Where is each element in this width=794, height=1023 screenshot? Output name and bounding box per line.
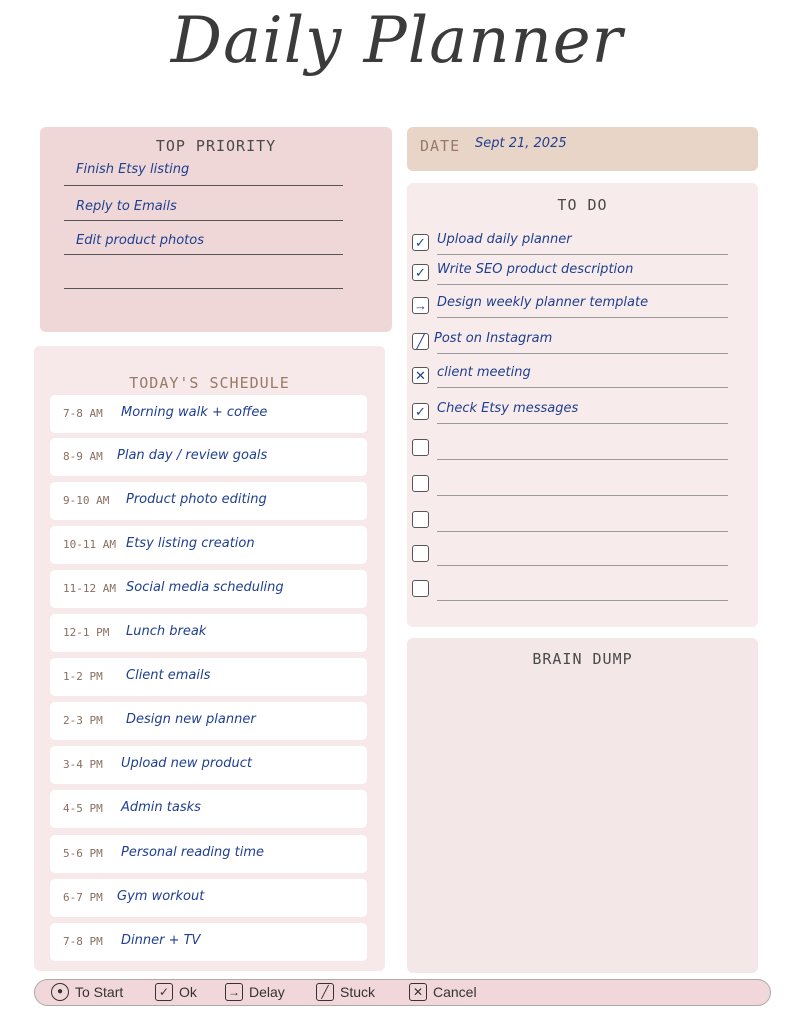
todo-item[interactable] — [412, 541, 732, 571]
slot-time: 7-8 AM — [63, 407, 103, 420]
priority-line — [64, 254, 343, 255]
todo-line — [437, 387, 728, 388]
todo-item[interactable] — [412, 293, 732, 323]
todo-item[interactable] — [412, 363, 732, 393]
todo-item[interactable] — [412, 399, 732, 429]
slot-task: Plan day / review goals — [117, 448, 268, 463]
schedule-slot[interactable] — [50, 482, 367, 520]
x-icon: ✕ — [409, 983, 427, 1001]
schedule-slot[interactable] — [50, 879, 367, 917]
empty-checkbox-icon[interactable] — [412, 580, 429, 597]
todo-text: Upload daily planner — [437, 232, 572, 247]
schedule-slot[interactable] — [50, 923, 367, 961]
slot-task: Upload new product — [121, 756, 252, 771]
schedule-slot[interactable] — [50, 835, 367, 873]
check-icon[interactable]: ✓ — [412, 403, 429, 420]
todo-line — [437, 565, 728, 566]
circle-dot-icon: ● — [51, 983, 69, 1001]
schedule-slot[interactable] — [50, 395, 367, 433]
todo-line — [437, 495, 728, 496]
todo-text: client meeting — [437, 365, 531, 380]
todo-item[interactable] — [412, 507, 732, 537]
slot-time: 8-9 AM — [63, 450, 103, 463]
top-priority-panel — [40, 127, 392, 332]
empty-checkbox-icon[interactable] — [412, 439, 429, 456]
legend-label: Ok — [179, 984, 197, 1000]
slot-time: 6-7 PM — [63, 891, 103, 904]
arrow-right-icon[interactable]: → — [414, 298, 427, 313]
status-legend — [34, 979, 771, 1006]
slot-time: 11-12 AM — [63, 582, 116, 595]
slot-task: Product photo editing — [126, 492, 267, 507]
slot-task: Etsy listing creation — [126, 536, 255, 551]
todo-item[interactable] — [412, 260, 732, 290]
slot-time: 2-3 PM — [63, 714, 103, 727]
page-title: Daily Planner — [170, 4, 624, 78]
todo-line — [437, 254, 728, 255]
slot-time: 3-4 PM — [63, 758, 103, 771]
todo-item[interactable] — [412, 471, 732, 501]
todo-line — [437, 423, 728, 424]
top-priority-heading: TOP PRIORITY — [155, 137, 277, 155]
date-bar — [407, 127, 758, 171]
arrow-right-icon: → — [225, 983, 243, 1001]
empty-checkbox-icon[interactable] — [412, 511, 429, 528]
todo-text: Design weekly planner template — [437, 295, 649, 310]
schedule-slot[interactable] — [50, 570, 367, 608]
todo-line — [437, 459, 728, 460]
empty-checkbox-icon[interactable] — [412, 545, 429, 562]
slot-time: 1-2 PM — [63, 670, 103, 683]
slot-time: 12-1 PM — [63, 626, 110, 639]
x-icon[interactable]: ✕ — [412, 367, 429, 384]
todo-line — [437, 353, 728, 354]
todo-text: Write SEO product description — [437, 262, 634, 277]
slot-task: Personal reading time — [121, 845, 265, 860]
schedule-slot[interactable] — [50, 658, 367, 696]
schedule-slot[interactable] — [50, 438, 367, 476]
slot-time: 5-6 PM — [63, 847, 103, 860]
schedule-panel — [34, 346, 385, 971]
todo-line — [437, 284, 728, 285]
schedule-slot[interactable] — [50, 526, 367, 564]
todo-line — [437, 600, 728, 601]
schedule-slot[interactable] — [50, 790, 367, 828]
slot-time: 7-8 PM — [63, 935, 103, 948]
todo-text: Check Etsy messages — [437, 401, 579, 416]
date-label: DATE — [420, 137, 461, 155]
slot-task: Admin tasks — [121, 800, 201, 815]
todo-item[interactable] — [412, 230, 732, 260]
todo-heading: TO DO — [557, 196, 608, 214]
schedule-slot[interactable] — [50, 614, 367, 652]
slot-time: 9-10 AM — [63, 494, 110, 507]
brain-dump-panel[interactable] — [407, 638, 758, 973]
schedule-slot[interactable] — [50, 702, 367, 740]
brain-dump-heading: BRAIN DUMP — [532, 650, 633, 668]
schedule-slot[interactable] — [50, 746, 367, 784]
todo-line — [437, 531, 728, 532]
priority-item-3[interactable]: Edit product photos — [76, 233, 204, 248]
slot-time: 10-11 AM — [63, 538, 116, 551]
todo-line — [437, 317, 728, 318]
date-value[interactable]: Sept 21, 2025 — [475, 136, 567, 151]
legend-label: Cancel — [433, 984, 477, 1000]
todo-text: Post on Instagram — [434, 331, 553, 346]
check-icon[interactable]: ✓ — [412, 234, 429, 251]
priority-item-1[interactable]: Finish Etsy listing — [76, 162, 190, 177]
todo-panel — [407, 183, 758, 627]
priority-item-2[interactable]: Reply to Emails — [76, 199, 177, 214]
slot-task: Lunch break — [126, 624, 207, 639]
todo-item[interactable] — [412, 576, 732, 606]
priority-line — [64, 288, 343, 289]
slot-task: Dinner + TV — [121, 933, 201, 948]
slash-icon[interactable]: ╱ — [412, 333, 429, 350]
todo-item[interactable] — [412, 329, 732, 359]
todo-item[interactable] — [412, 435, 732, 465]
schedule-heading: TODAY'S SCHEDULE — [129, 374, 290, 392]
slot-task: Design new planner — [126, 712, 256, 727]
slot-task: Social media scheduling — [126, 580, 284, 595]
check-icon: ✓ — [155, 983, 173, 1001]
check-icon[interactable]: ✓ — [412, 264, 429, 281]
slash-icon: ╱ — [316, 983, 334, 1001]
legend-label: Stuck — [340, 984, 376, 1000]
priority-line — [64, 185, 343, 186]
slot-task: Client emails — [126, 668, 211, 683]
slot-task: Gym workout — [117, 889, 205, 904]
priority-line — [64, 220, 343, 221]
slot-time: 4-5 PM — [63, 802, 103, 815]
empty-checkbox-icon[interactable] — [412, 475, 429, 492]
slot-task: Morning walk + coffee — [121, 405, 268, 420]
legend-label: To Start — [75, 984, 124, 1000]
legend-label: Delay — [249, 984, 285, 1000]
